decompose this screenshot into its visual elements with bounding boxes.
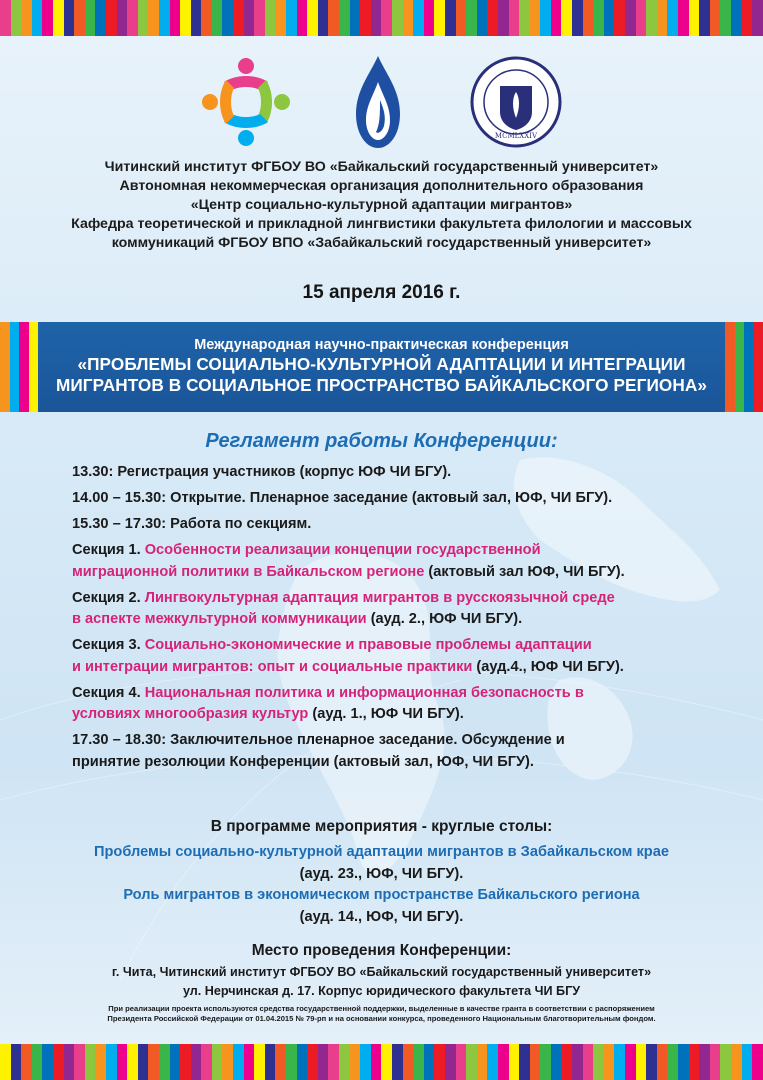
color-stripe bbox=[191, 1044, 202, 1080]
logos-row bbox=[0, 52, 763, 152]
color-stripe bbox=[53, 1044, 64, 1080]
color-stripe bbox=[64, 1044, 75, 1080]
section-topic: миграционной политики в Байкальском регионе bbox=[72, 563, 425, 580]
color-stripe bbox=[540, 1044, 551, 1080]
color-stripe bbox=[201, 1044, 212, 1080]
color-stripe bbox=[752, 0, 763, 36]
color-stripe bbox=[720, 1044, 731, 1080]
color-stripe bbox=[11, 1044, 22, 1080]
section-4 bbox=[72, 683, 712, 726]
color-stripe bbox=[530, 0, 541, 36]
color-stripe bbox=[148, 1044, 159, 1080]
color-stripe bbox=[180, 1044, 191, 1080]
color-stripe bbox=[487, 1044, 498, 1080]
color-stripe bbox=[509, 0, 520, 36]
color-stripe bbox=[572, 1044, 583, 1080]
color-stripe bbox=[21, 1044, 32, 1080]
color-stripe bbox=[233, 0, 244, 36]
color-stripe bbox=[572, 0, 583, 36]
color-stripe bbox=[381, 1044, 392, 1080]
color-stripe bbox=[74, 0, 85, 36]
section-1 bbox=[72, 540, 712, 583]
section-label: Секция 4. bbox=[72, 684, 145, 701]
venue-address bbox=[0, 963, 763, 1001]
color-stripe bbox=[657, 0, 668, 36]
color-stripe bbox=[222, 0, 233, 36]
color-stripe bbox=[275, 0, 286, 36]
conference-banner bbox=[0, 322, 763, 412]
color-stripe bbox=[286, 0, 297, 36]
color-stripe bbox=[456, 1044, 467, 1080]
color-stripe bbox=[551, 1044, 562, 1080]
color-stripe bbox=[307, 0, 318, 36]
round-tables-list bbox=[0, 842, 763, 928]
university-seal-logo bbox=[470, 56, 562, 148]
color-stripe bbox=[413, 0, 424, 36]
color-stripe bbox=[466, 1044, 477, 1080]
round-table-place: (ауд. 14., ЮФ, ЧИ БГУ). bbox=[299, 908, 464, 925]
color-stripe bbox=[498, 0, 509, 36]
color-stripe bbox=[487, 0, 498, 36]
color-stripe bbox=[604, 0, 615, 36]
color-stripe bbox=[646, 1044, 657, 1080]
color-stripe bbox=[233, 1044, 244, 1080]
color-stripe bbox=[725, 322, 735, 412]
color-stripe bbox=[625, 1044, 636, 1080]
color-stripe bbox=[244, 1044, 255, 1080]
color-stripe bbox=[551, 0, 562, 36]
color-stripe bbox=[731, 1044, 742, 1080]
color-stripe bbox=[689, 1044, 700, 1080]
schedule-item: 15.30 – 17.30: Работа по секциям. bbox=[72, 516, 312, 532]
footnote-line-2: Президента Российской Федерации от 01.04.2015 № 79-рп и на основании конкурса, проведенного Национальным благотворительным фондом. bbox=[107, 1014, 656, 1023]
color-stripe bbox=[710, 1044, 721, 1080]
color-stripe bbox=[593, 0, 604, 36]
section-topic: Социально-экономические и правовые проблемы адаптации bbox=[144, 637, 592, 653]
section-place: (ауд. 2., ЮФ ЧИ БГУ). bbox=[366, 611, 523, 627]
color-stripe bbox=[138, 0, 149, 36]
color-stripe bbox=[424, 0, 435, 36]
color-stripe bbox=[275, 1044, 286, 1080]
color-stripe bbox=[222, 1044, 233, 1080]
color-stripe bbox=[742, 1044, 753, 1080]
bottom-color-stripes bbox=[0, 1044, 763, 1080]
color-stripe bbox=[117, 1044, 128, 1080]
round-table-place: (ауд. 23., ЮФ, ЧИ БГУ). bbox=[299, 865, 464, 882]
color-stripe bbox=[350, 0, 361, 36]
color-stripe bbox=[699, 1044, 710, 1080]
color-stripe bbox=[519, 1044, 530, 1080]
color-stripe bbox=[0, 0, 11, 36]
seal-year: MCMLXXIV bbox=[494, 132, 538, 140]
organizer-line-2: Автономная некоммерческая организация дополнительного образования bbox=[119, 178, 644, 194]
color-stripe bbox=[85, 0, 96, 36]
color-stripe bbox=[636, 1044, 647, 1080]
section-topic: Особенности реализации концепции государственной bbox=[144, 542, 541, 558]
color-stripe bbox=[752, 1044, 763, 1080]
color-stripe bbox=[244, 0, 255, 36]
color-stripe bbox=[159, 1044, 170, 1080]
section-2 bbox=[72, 588, 712, 631]
schedule-list bbox=[72, 462, 712, 778]
color-stripe bbox=[678, 0, 689, 36]
color-stripe bbox=[583, 0, 594, 36]
color-stripe bbox=[392, 1044, 403, 1080]
people-circle-logo bbox=[196, 52, 296, 152]
color-stripe bbox=[392, 0, 403, 36]
color-stripe bbox=[509, 1044, 520, 1080]
banner-center bbox=[38, 322, 725, 412]
color-stripe bbox=[127, 0, 138, 36]
section-topic: и интеграции мигрантов: опыт и социальные практики bbox=[72, 658, 473, 675]
color-stripe bbox=[754, 322, 763, 412]
color-stripe bbox=[689, 0, 700, 36]
venue-title: Место проведения Конференции: bbox=[251, 942, 512, 959]
final-line-2: принятие резолюции Конференции (актовый зал, ЮФ, ЧИ БГУ). bbox=[72, 753, 534, 770]
color-stripe bbox=[212, 0, 223, 36]
color-stripe bbox=[11, 0, 22, 36]
round-table-topic: Проблемы социально-культурной адаптации мигрантов в Забайкальском крае bbox=[94, 844, 669, 860]
color-stripe bbox=[350, 1044, 361, 1080]
regulation-title: Регламент работы Конференции: bbox=[205, 430, 558, 452]
schedule-item-final bbox=[72, 730, 712, 773]
color-stripe bbox=[456, 0, 467, 36]
color-stripe bbox=[318, 1044, 329, 1080]
color-stripe bbox=[498, 1044, 509, 1080]
section-label: Секция 1. bbox=[72, 542, 145, 558]
color-stripe bbox=[286, 1044, 297, 1080]
final-line-1: 17.30 – 18.30: Заключительное пленарное заседание. Обсуждение и bbox=[72, 732, 565, 748]
section-place: (ауд.4., ЮФ ЧИ БГУ). bbox=[472, 658, 624, 675]
color-stripe bbox=[604, 1044, 615, 1080]
venue-line-2: ул. Нерчинская д. 17. Корпус юридического факультета ЧИ БГУ bbox=[182, 984, 581, 998]
color-stripe bbox=[381, 0, 392, 36]
organizer-line-1: Читинский институт ФГБОУ ВО «Байкальский государственный университет» bbox=[104, 159, 659, 175]
conference-date: 15 апреля 2016 г. bbox=[302, 282, 461, 303]
venue-line-1: г. Чита, Читинский институт ФГБОУ ВО «Байкальский государственный университет» bbox=[111, 965, 652, 979]
color-stripe bbox=[625, 0, 636, 36]
color-stripe bbox=[530, 1044, 541, 1080]
conference-title-line-1: «ПРОБЛЕМЫ СОЦИАЛЬНО-КУЛЬТУРНОЙ АДАПТАЦИИ И ИНТЕГРАЦИИ bbox=[77, 354, 686, 374]
schedule-item: 13.30: Регистрация участников (корпус ЮФ ЧИ БГУ). bbox=[72, 464, 452, 480]
color-stripe bbox=[413, 1044, 424, 1080]
organizer-line-5: коммуникаций ФГБОУ ВПО «Забайкальский государственный университет» bbox=[111, 235, 652, 251]
color-stripe bbox=[593, 1044, 604, 1080]
color-stripe bbox=[561, 0, 572, 36]
section-topic: Лингвокультурная адаптация мигрантов в русскоязычной среде bbox=[144, 589, 615, 606]
color-stripe bbox=[32, 1044, 43, 1080]
color-stripe bbox=[744, 322, 754, 412]
color-stripe bbox=[735, 322, 745, 412]
organizers-block bbox=[40, 158, 723, 253]
organizer-line-3: «Центр социально-культурной адаптации мигрантов» bbox=[190, 197, 573, 213]
color-stripe bbox=[106, 0, 117, 36]
conference-title-line-2: МИГРАНТОВ В СОЦИАЛЬНОЕ ПРОСТРАНСТВО БАЙКАЛЬСКОГО РЕГИОНА» bbox=[55, 375, 708, 395]
color-stripe bbox=[254, 1044, 265, 1080]
footnote-line-1: При реализации проекта используются средства государственной поддержки, выделенные в качестве гранта в соответствии с распоряжением bbox=[108, 1004, 655, 1013]
color-stripe bbox=[297, 1044, 308, 1080]
color-stripe bbox=[42, 0, 53, 36]
color-stripe bbox=[297, 0, 308, 36]
round-table-topic: Роль мигрантов в экономическом пространстве Байкальского региона bbox=[123, 887, 640, 903]
color-stripe bbox=[339, 1044, 350, 1080]
color-stripe bbox=[614, 1044, 625, 1080]
color-stripe bbox=[731, 0, 742, 36]
color-stripe bbox=[106, 1044, 117, 1080]
section-topic: условиях многообразия культур bbox=[72, 706, 309, 722]
color-stripe bbox=[360, 0, 371, 36]
color-stripe bbox=[265, 1044, 276, 1080]
section-place: (ауд. 1., ЮФ ЧИ БГУ). bbox=[308, 706, 464, 722]
color-stripe bbox=[0, 1044, 11, 1080]
color-stripe bbox=[85, 1044, 96, 1080]
color-stripe bbox=[583, 1044, 594, 1080]
color-stripe bbox=[29, 322, 39, 412]
banner-right-stripes bbox=[725, 322, 763, 412]
color-stripe bbox=[403, 0, 414, 36]
color-stripe bbox=[371, 1044, 382, 1080]
color-stripe bbox=[667, 0, 678, 36]
color-stripe bbox=[657, 1044, 668, 1080]
color-stripe bbox=[742, 0, 753, 36]
color-stripe bbox=[254, 0, 265, 36]
color-stripe bbox=[191, 0, 202, 36]
organizer-line-4: Кафедра теоретической и прикладной лингвистики факультета филологии и массовых bbox=[71, 216, 692, 232]
conference-type: Международная научно-практическая конференция bbox=[194, 337, 569, 353]
blue-flame-logo bbox=[350, 52, 406, 152]
color-stripe bbox=[265, 0, 276, 36]
round-tables-title: В программе мероприятия - круглые столы: bbox=[210, 818, 553, 835]
section-3 bbox=[72, 635, 712, 678]
section-topic: Национальная политика и информационная безопасность в bbox=[144, 684, 584, 701]
color-stripe bbox=[95, 1044, 106, 1080]
color-stripe bbox=[667, 1044, 678, 1080]
color-stripe bbox=[53, 0, 64, 36]
color-stripe bbox=[434, 1044, 445, 1080]
color-stripe bbox=[127, 1044, 138, 1080]
color-stripe bbox=[328, 0, 339, 36]
color-stripe bbox=[159, 0, 170, 36]
color-stripe bbox=[477, 1044, 488, 1080]
color-stripe bbox=[64, 0, 75, 36]
color-stripe bbox=[403, 1044, 414, 1080]
color-stripe bbox=[95, 0, 106, 36]
color-stripe bbox=[19, 322, 29, 412]
color-stripe bbox=[0, 322, 10, 412]
color-stripe bbox=[138, 1044, 149, 1080]
color-stripe bbox=[117, 0, 128, 36]
grant-footnote bbox=[0, 1004, 763, 1024]
color-stripe bbox=[170, 1044, 181, 1080]
color-stripe bbox=[434, 0, 445, 36]
color-stripe bbox=[561, 1044, 572, 1080]
color-stripe bbox=[646, 0, 657, 36]
color-stripe bbox=[519, 0, 530, 36]
color-stripe bbox=[180, 0, 191, 36]
color-stripe bbox=[540, 0, 551, 36]
section-topic: в аспекте межкультурной коммуникации bbox=[72, 611, 367, 627]
color-stripe bbox=[148, 0, 159, 36]
color-stripe bbox=[201, 0, 212, 36]
color-stripe bbox=[328, 1044, 339, 1080]
top-color-stripes bbox=[0, 0, 763, 36]
color-stripe bbox=[360, 1044, 371, 1080]
color-stripe bbox=[74, 1044, 85, 1080]
color-stripe bbox=[445, 1044, 456, 1080]
color-stripe bbox=[307, 1044, 318, 1080]
color-stripe bbox=[318, 0, 329, 36]
color-stripe bbox=[445, 0, 456, 36]
color-stripe bbox=[424, 1044, 435, 1080]
color-stripe bbox=[371, 0, 382, 36]
color-stripe bbox=[720, 0, 731, 36]
color-stripe bbox=[466, 0, 477, 36]
color-stripe bbox=[477, 0, 488, 36]
banner-left-stripes bbox=[0, 322, 38, 412]
color-stripe bbox=[710, 0, 721, 36]
color-stripe bbox=[32, 0, 43, 36]
color-stripe bbox=[339, 0, 350, 36]
color-stripe bbox=[21, 0, 32, 36]
color-stripe bbox=[212, 1044, 223, 1080]
color-stripe bbox=[170, 0, 181, 36]
schedule-item: 14.00 – 15.30: Открытие. Пленарное заседание (актовый зал, ЮФ, ЧИ БГУ). bbox=[72, 490, 613, 506]
color-stripe bbox=[678, 1044, 689, 1080]
color-stripe bbox=[614, 0, 625, 36]
section-label: Секция 3. bbox=[72, 637, 145, 653]
color-stripe bbox=[699, 0, 710, 36]
color-stripe bbox=[42, 1044, 53, 1080]
color-stripe bbox=[10, 322, 20, 412]
color-stripe bbox=[636, 0, 647, 36]
section-label: Секция 2. bbox=[72, 589, 145, 606]
section-place: (актовый зал ЮФ, ЧИ БГУ). bbox=[424, 563, 625, 580]
